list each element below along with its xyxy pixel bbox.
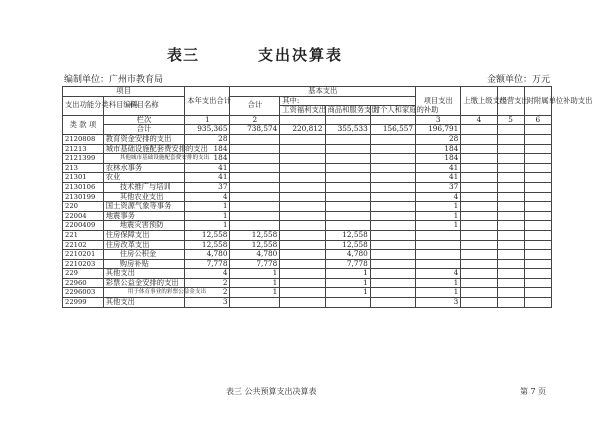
row-value	[461, 163, 497, 173]
row-value	[461, 202, 497, 212]
row-name: 购房补贴	[103, 259, 184, 269]
row-name: 彩票公益金安排的支出	[103, 278, 184, 288]
row-value: 12,558	[325, 240, 370, 250]
row-value	[325, 202, 370, 212]
row-code: 2121399	[63, 154, 104, 164]
row-value	[370, 211, 415, 221]
row-value	[461, 278, 497, 288]
row-value	[461, 250, 497, 260]
row-name: 其他支出	[103, 269, 184, 279]
row-value	[524, 144, 551, 154]
header-operating: 经营支出	[497, 87, 524, 116]
row-value: 37	[416, 182, 461, 192]
row-value	[230, 202, 280, 212]
row-value: 4,780	[185, 250, 230, 260]
row-value: 3	[185, 298, 230, 308]
row-name: 其他支出	[103, 298, 184, 308]
row-value	[497, 230, 524, 240]
row-value: 7,778	[185, 259, 230, 269]
row-value	[497, 192, 524, 202]
header-heji: 合计	[103, 125, 184, 135]
table-row	[63, 163, 552, 173]
row-value	[280, 134, 325, 144]
row-value	[524, 192, 551, 202]
row-value	[461, 298, 497, 308]
row-value	[461, 173, 497, 183]
unit-label: 金额单位：万元	[486, 75, 550, 85]
header-project-exp: 项目支出	[416, 87, 461, 116]
row-value	[497, 134, 524, 144]
row-value: 12,558	[185, 230, 230, 240]
row-name: 地震事务	[103, 211, 184, 221]
row-value	[461, 134, 497, 144]
row-value	[524, 163, 551, 173]
col-number: 3	[416, 115, 461, 125]
row-name: 地震灾害预防	[103, 221, 184, 231]
row-value: 41	[185, 163, 230, 173]
row-value	[524, 250, 551, 260]
row-name: 农业	[103, 173, 184, 183]
row-value	[461, 182, 497, 192]
row-value: 1	[325, 278, 370, 288]
row-value: 1	[185, 221, 230, 231]
header-basic: 基本支出	[230, 87, 416, 97]
table-row	[63, 278, 552, 288]
row-value: 12,558	[185, 240, 230, 250]
row-value	[524, 288, 551, 298]
page-number: 第 7 页	[520, 387, 547, 396]
row-value	[524, 240, 551, 250]
header-upper: 上缴上级支出	[461, 87, 497, 116]
row-value	[325, 134, 370, 144]
row-value	[524, 211, 551, 221]
row-value: 1	[416, 278, 461, 288]
row-value	[497, 288, 524, 298]
row-value	[524, 182, 551, 192]
row-value	[230, 182, 280, 192]
row-value	[325, 192, 370, 202]
table-row	[63, 154, 552, 164]
row-name: 农林水事务	[103, 163, 184, 173]
header-kuan: 款	[79, 119, 87, 129]
row-value	[370, 182, 415, 192]
header-subsidy: 对个人和家庭的补助	[370, 106, 415, 116]
col-number: 5	[497, 115, 524, 125]
row-value	[497, 173, 524, 183]
row-value: 1	[230, 278, 280, 288]
row-value	[280, 144, 325, 154]
row-value	[280, 182, 325, 192]
total-cell: 220,812	[280, 125, 325, 135]
header-affiliated: 对附属单位补助支出	[524, 87, 551, 116]
row-name: 其他城市基础设施配套费安排的支出	[103, 154, 184, 164]
row-code: 2210203	[63, 259, 104, 269]
row-value	[370, 192, 415, 202]
row-code: 229	[63, 269, 104, 279]
row-value	[280, 154, 325, 164]
col-number: 2	[230, 115, 280, 125]
row-value	[370, 230, 415, 240]
row-value	[524, 154, 551, 164]
row-value	[280, 288, 325, 298]
row-value: 4,780	[325, 250, 370, 260]
row-value	[370, 240, 415, 250]
row-value	[370, 269, 415, 279]
table-row	[63, 269, 552, 279]
page-title: 支出决算表	[258, 46, 344, 64]
row-value	[280, 163, 325, 173]
row-value: 1	[230, 288, 280, 298]
total-cell: 355,533	[325, 125, 370, 135]
row-name: 教育资金安排的支出	[103, 134, 184, 144]
header-lanci: 栏次	[103, 115, 184, 125]
row-value	[280, 211, 325, 221]
row-name: 住房保障支出	[103, 230, 184, 240]
col-number: 6	[524, 115, 551, 125]
row-value: 12,558	[230, 230, 280, 240]
row-value	[370, 221, 415, 231]
header-goods: 商品和服务支出	[325, 106, 370, 116]
total-cell: 156,557	[370, 125, 415, 135]
row-value	[370, 250, 415, 260]
row-value: 184	[185, 154, 230, 164]
row-value	[230, 173, 280, 183]
row-value	[370, 202, 415, 212]
row-value	[230, 298, 280, 308]
row-value	[280, 192, 325, 202]
row-value	[524, 298, 551, 308]
total-cell	[497, 125, 524, 135]
row-value	[230, 163, 280, 173]
table-number: 表三	[167, 46, 200, 64]
table-row	[63, 202, 552, 212]
col-number: 4	[461, 115, 497, 125]
row-value	[280, 269, 325, 279]
row-code: 2296003	[63, 288, 104, 298]
row-value	[497, 163, 524, 173]
row-value	[497, 221, 524, 231]
row-value: 3	[416, 298, 461, 308]
row-value: 2	[185, 288, 230, 298]
row-name: 用于体育事业的彩票公益金支出	[103, 288, 184, 298]
row-value	[524, 269, 551, 279]
row-code: 21213	[63, 144, 104, 154]
row-value	[524, 259, 551, 269]
table-row	[63, 288, 552, 298]
row-code: 2200409	[63, 221, 104, 231]
row-value: 1	[416, 202, 461, 212]
row-name: 住房改革支出	[103, 240, 184, 250]
row-value	[497, 298, 524, 308]
row-value	[325, 211, 370, 221]
expenditure-table	[62, 86, 593, 308]
row-value: 184	[416, 154, 461, 164]
total-cell: 935,365	[185, 125, 230, 135]
row-value: 12,558	[325, 230, 370, 240]
row-name: 其他农业支出	[103, 192, 184, 202]
row-code: 2130106	[63, 182, 104, 192]
table-row	[63, 230, 552, 240]
row-value: 7,778	[325, 259, 370, 269]
table-row	[63, 182, 552, 192]
header-subject-name: 科目名称	[103, 96, 184, 115]
row-value	[461, 230, 497, 240]
row-value	[461, 288, 497, 298]
row-value	[230, 221, 280, 231]
row-code: 22102	[63, 240, 104, 250]
row-value: 2	[185, 278, 230, 288]
row-value: 1	[416, 288, 461, 298]
row-value	[524, 278, 551, 288]
row-code: 21301	[63, 173, 104, 183]
row-value	[461, 259, 497, 269]
row-value	[461, 154, 497, 164]
total-cell: 196,791	[416, 125, 461, 135]
row-value	[497, 278, 524, 288]
row-name: 城市基础设施配套费安排的支出	[103, 144, 184, 154]
org-label: 编制单位：广州市教育局	[64, 75, 164, 85]
row-value	[497, 211, 524, 221]
row-value	[280, 221, 325, 231]
row-value	[461, 192, 497, 202]
header-xiang: 项	[88, 119, 97, 129]
header-year-total: 本年支出合计	[185, 87, 230, 116]
row-value	[325, 221, 370, 231]
row-value	[230, 144, 280, 154]
table-row	[63, 259, 552, 269]
row-value	[370, 144, 415, 154]
row-value	[497, 259, 524, 269]
row-value	[497, 154, 524, 164]
row-value	[370, 134, 415, 144]
row-code: 2130199	[63, 192, 104, 202]
row-code: 220	[63, 202, 104, 212]
row-name: 技术推广与培训	[103, 182, 184, 192]
row-value	[280, 202, 325, 212]
row-value: 28	[416, 134, 461, 144]
row-value: 12,558	[230, 240, 280, 250]
row-value	[497, 269, 524, 279]
row-name: 住房公积金	[103, 250, 184, 260]
row-value: 41	[185, 173, 230, 183]
row-value	[280, 173, 325, 183]
table-row	[63, 250, 552, 260]
row-value: 184	[185, 144, 230, 154]
row-value	[280, 259, 325, 269]
total-cell	[524, 125, 551, 135]
row-value: 1	[185, 202, 230, 212]
row-code: 2210201	[63, 250, 104, 260]
row-value	[524, 221, 551, 231]
row-value: 184	[416, 144, 461, 154]
header-sum: 合计	[230, 96, 280, 115]
row-value	[524, 134, 551, 144]
col-number: 1	[185, 115, 230, 125]
table-row	[63, 298, 552, 308]
row-value: 1	[185, 211, 230, 221]
row-value	[497, 240, 524, 250]
header-func-code: 支出功能分类科目编码	[63, 96, 104, 115]
row-value: 41	[416, 173, 461, 183]
row-value	[230, 211, 280, 221]
row-value: 1	[230, 269, 280, 279]
table-row	[63, 144, 552, 154]
row-value: 7,778	[230, 259, 280, 269]
row-value: 4	[416, 269, 461, 279]
row-value	[325, 144, 370, 154]
row-value	[280, 298, 325, 308]
row-name: 国土资源气象等事务	[103, 202, 184, 212]
total-cell: 738,574	[230, 125, 280, 135]
row-value	[497, 182, 524, 192]
row-value: 1	[416, 211, 461, 221]
row-value	[461, 240, 497, 250]
row-value	[497, 250, 524, 260]
row-value	[524, 230, 551, 240]
header-lei: 类	[69, 119, 77, 129]
row-value	[280, 230, 325, 240]
row-code: 221	[63, 230, 104, 240]
row-value	[497, 202, 524, 212]
header-wage: 工资福利支出	[280, 106, 325, 116]
row-value	[461, 221, 497, 231]
row-value	[230, 134, 280, 144]
footer-caption: 表三 公共预算支出决算表	[226, 387, 317, 396]
row-value	[370, 288, 415, 298]
row-value	[497, 144, 524, 154]
row-value	[370, 278, 415, 288]
row-value	[416, 230, 461, 240]
row-value: 1	[325, 269, 370, 279]
row-value	[416, 240, 461, 250]
row-code: 213	[63, 163, 104, 173]
row-value	[280, 240, 325, 250]
header-project: 项目	[63, 87, 185, 97]
row-value	[461, 211, 497, 221]
row-value	[325, 298, 370, 308]
table-row	[63, 221, 552, 231]
row-value: 41	[416, 163, 461, 173]
row-value	[325, 173, 370, 183]
total-cell	[461, 125, 497, 135]
row-value	[370, 298, 415, 308]
row-value	[461, 144, 497, 154]
row-value	[280, 250, 325, 260]
table-row	[63, 173, 552, 183]
header-of-which: 其中:	[280, 96, 416, 106]
row-value	[230, 154, 280, 164]
row-value: 4,780	[230, 250, 280, 260]
row-value	[325, 182, 370, 192]
row-value	[230, 192, 280, 202]
row-code: 22004	[63, 211, 104, 221]
row-value: 1	[325, 288, 370, 298]
row-value	[370, 173, 415, 183]
row-code: 22960	[63, 278, 104, 288]
row-value	[325, 154, 370, 164]
row-value	[325, 163, 370, 173]
row-value	[370, 163, 415, 173]
row-value: 1	[416, 221, 461, 231]
row-value	[370, 259, 415, 269]
row-value	[524, 202, 551, 212]
table-row	[63, 134, 552, 144]
row-value	[524, 173, 551, 183]
row-value	[416, 250, 461, 260]
row-value: 4	[185, 269, 230, 279]
row-value: 4	[416, 192, 461, 202]
row-value	[280, 278, 325, 288]
row-value: 28	[185, 134, 230, 144]
row-value: 37	[185, 182, 230, 192]
row-code: 22999	[63, 298, 104, 308]
row-value	[370, 154, 415, 164]
row-code: 2120808	[63, 134, 104, 144]
row-value: 4	[185, 192, 230, 202]
row-value	[461, 269, 497, 279]
